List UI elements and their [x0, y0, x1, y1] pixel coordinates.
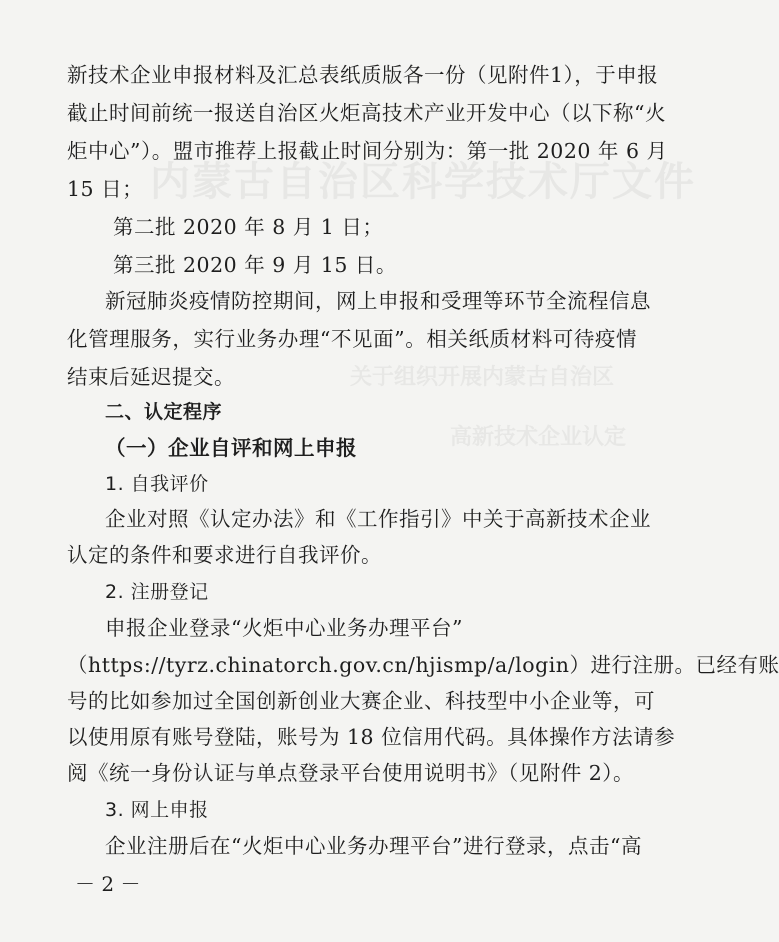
watermark-bleedthrough: 关于组织开展内蒙古自治区 [350, 365, 615, 390]
paragraph-line: 企业注册后在“火炬中心业务办理平台”进行登录，点击“高 [105, 834, 642, 858]
paragraph-line: （https://tyrz.chinatorch.gov.cn/hjismp/a/login）进行注册。已经有账 [67, 653, 779, 677]
paragraph-line: 号的比如参加过全国创新创业大赛企业、科技型中小企业等，可 [67, 689, 655, 713]
paragraph-line: 阅《统一身份认证与单点登录平台使用说明书》（见附件 2）。 [67, 761, 635, 785]
item-heading: 3. 网上申报 [105, 799, 209, 821]
paragraph-line: 新冠肺炎疫情防控期间，网上申报和受理等环节全流程信息 [105, 289, 651, 313]
paragraph-line: 新技术企业申报材料及汇总表纸质版各一份（见附件1），于申报 [67, 63, 659, 87]
section-heading: 二、认定程序 [105, 401, 223, 423]
paragraph-line: 以使用原有账号登陆，账号为 18 位信用代码。具体操作方法请参 [67, 725, 676, 749]
subsection-heading: （一）企业自评和网上申报 [105, 436, 357, 460]
item-heading: 2. 注册登记 [105, 581, 209, 603]
paragraph-line: 结束后延迟提交。 [67, 365, 235, 389]
paragraph-line: 企业对照《认定办法》和《工作指引》中关于高新技术企业 [105, 507, 651, 531]
paragraph-line: 认定的条件和要求进行自我评价。 [67, 543, 382, 567]
paragraph-line: 第二批 2020 年 8 月 1 日； [113, 215, 384, 239]
paragraph-line: 截止时间前统一报送自治区火炬高技术产业开发中心（以下称“火 [67, 101, 666, 125]
item-heading: 1. 自我评价 [105, 473, 209, 495]
paragraph-line: 第三批 2020 年 9 月 15 日。 [113, 253, 397, 277]
paragraph-line: 15 日； [67, 177, 144, 201]
watermark-bleedthrough: 内蒙古自治区科学技术厅文件 [150, 159, 696, 205]
paragraph-line: 化管理服务，实行业务办理“不见面”。相关纸质材料可待疫情 [67, 327, 637, 351]
page-number: － 2 － [75, 872, 141, 896]
watermark-bleedthrough: 高新技术企业认定 [450, 425, 627, 450]
paragraph-line: 申报企业登录“火炬中心业务办理平台” [105, 616, 463, 640]
paragraph-line: 炬中心”）。盟市推荐上报截止时间分别为：第一批 2020 年 6 月 [67, 139, 668, 163]
